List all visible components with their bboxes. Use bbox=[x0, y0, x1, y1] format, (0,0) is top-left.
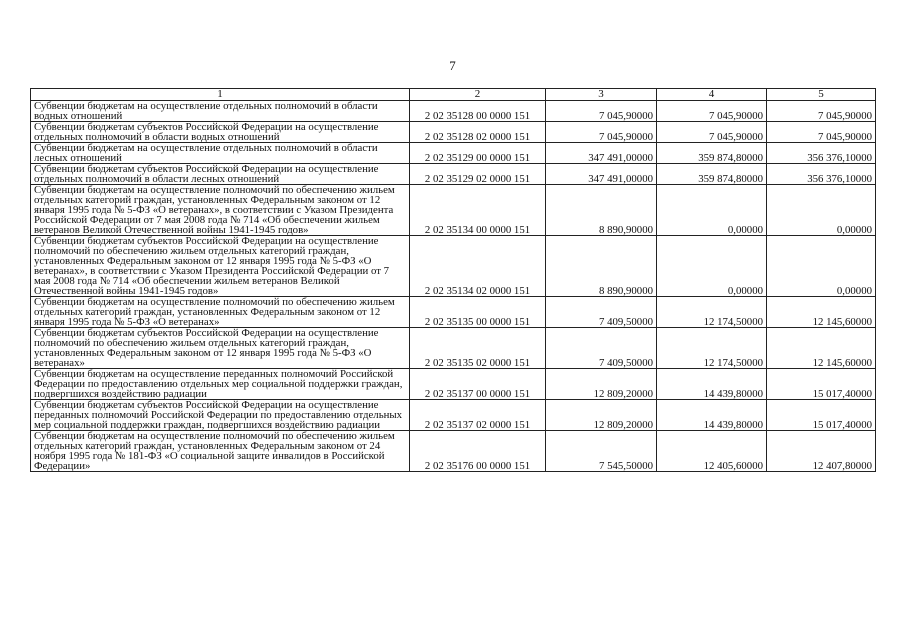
value-col4-cell: 359 874,80000 bbox=[657, 143, 767, 164]
code-cell: 2 02 35135 00 0000 151 bbox=[410, 297, 546, 328]
value-col3-cell: 7 409,50000 bbox=[546, 328, 657, 369]
table-row bbox=[31, 101, 876, 122]
table-row bbox=[31, 143, 876, 164]
value-col3-cell: 12 809,20000 bbox=[546, 400, 657, 431]
description-cell: Субвенции бюджетам на осуществление переданных полномочий Российской Федерации по предоставлению отдельных мер социальной поддержки граждан, подвергшихся воздействию радиации bbox=[31, 369, 410, 400]
value-col4-cell: 14 439,80000 bbox=[657, 400, 767, 431]
description-cell: Субвенции бюджетам субъектов Российской Федерации на осуществление полномочий по обеспечению жильем отдельных категорий граждан, установленных Федеральным законом от 12 января 1995 года № 5-ФЗ «О ветеранах», в соответствии с Указом Президента Российской Федерации от 7 мая 2008 года № 714 «Об обеспечении жильем ветеранов Великой Отечественной войны 1941-1945 годов» bbox=[31, 236, 410, 297]
description-cell: Субвенции бюджетам субъектов Российской Федерации на осуществление переданных полномочий Российской Федерации по предоставлению отдельных мер социальной поддержки граждан, подвергшихся воздействию радиации bbox=[31, 400, 410, 431]
description-cell: Субвенции бюджетам на осуществление отдельных полномочий в области лесных отношений bbox=[31, 143, 410, 164]
value-col3-cell: 8 890,90000 bbox=[546, 185, 657, 236]
value-col4-cell: 0,00000 bbox=[657, 185, 767, 236]
table-row bbox=[31, 236, 876, 297]
code-cell: 2 02 35128 00 0000 151 bbox=[410, 101, 546, 122]
code-cell: 2 02 35128 02 0000 151 bbox=[410, 122, 546, 143]
table-row bbox=[31, 328, 876, 369]
value-col5-cell: 15 017,40000 bbox=[767, 369, 876, 400]
table-body bbox=[31, 89, 876, 472]
code-cell: 2 02 35176 00 0000 151 bbox=[410, 431, 546, 472]
value-col3-cell: 347 491,00000 bbox=[546, 164, 657, 185]
header-cell-1: 1 bbox=[31, 89, 410, 101]
value-col5-cell: 7 045,90000 bbox=[767, 122, 876, 143]
code-cell: 2 02 35137 00 0000 151 bbox=[410, 369, 546, 400]
header-cell-5: 5 bbox=[767, 89, 876, 101]
table-row bbox=[31, 431, 876, 472]
value-col3-cell: 7 545,50000 bbox=[546, 431, 657, 472]
value-col4-cell: 7 045,90000 bbox=[657, 101, 767, 122]
value-col3-cell: 12 809,20000 bbox=[546, 369, 657, 400]
value-col5-cell: 7 045,90000 bbox=[767, 101, 876, 122]
value-col5-cell: 356 376,10000 bbox=[767, 143, 876, 164]
table-row bbox=[31, 297, 876, 328]
code-cell: 2 02 35129 02 0000 151 bbox=[410, 164, 546, 185]
description-cell: Субвенции бюджетам на осуществление полномочий по обеспечению жильем отдельных категорий граждан, установленных Федеральным законом от 12 января 1995 года № 5-ФЗ «О ветеранах», в соответствии с Указом Президента Российской Федерации от 7 мая 2008 года № 714 «Об обеспечении жильем ветеранов Великой Отечественной войны 1941-1945 годов» bbox=[31, 185, 410, 236]
code-cell: 2 02 35134 00 0000 151 bbox=[410, 185, 546, 236]
value-col3-cell: 7 045,90000 bbox=[546, 122, 657, 143]
table-row bbox=[31, 369, 876, 400]
value-col4-cell: 14 439,80000 bbox=[657, 369, 767, 400]
value-col3-cell: 7 409,50000 bbox=[546, 297, 657, 328]
code-cell: 2 02 35129 00 0000 151 bbox=[410, 143, 546, 164]
header-cell-4: 4 bbox=[657, 89, 767, 101]
table-row bbox=[31, 185, 876, 236]
value-col4-cell: 7 045,90000 bbox=[657, 122, 767, 143]
value-col4-cell: 0,00000 bbox=[657, 236, 767, 297]
value-col5-cell: 356 376,10000 bbox=[767, 164, 876, 185]
value-col4-cell: 12 174,50000 bbox=[657, 297, 767, 328]
value-col3-cell: 7 045,90000 bbox=[546, 101, 657, 122]
header-row bbox=[31, 89, 876, 101]
value-col4-cell: 359 874,80000 bbox=[657, 164, 767, 185]
budget-table bbox=[30, 88, 876, 472]
code-cell: 2 02 35135 02 0000 151 bbox=[410, 328, 546, 369]
description-cell: Субвенции бюджетам субъектов Российской Федерации на осуществление отдельных полномочий в области водных отношений bbox=[31, 122, 410, 143]
header-cell-3: 3 bbox=[546, 89, 657, 101]
value-col5-cell: 12 145,60000 bbox=[767, 328, 876, 369]
value-col3-cell: 8 890,90000 bbox=[546, 236, 657, 297]
value-col5-cell: 12 145,60000 bbox=[767, 297, 876, 328]
value-col4-cell: 12 405,60000 bbox=[657, 431, 767, 472]
page-number: 7 bbox=[449, 58, 456, 73]
code-cell: 2 02 35134 02 0000 151 bbox=[410, 236, 546, 297]
code-cell: 2 02 35137 02 0000 151 bbox=[410, 400, 546, 431]
description-cell: Субвенции бюджетам на осуществление полномочий по обеспечению жильем отдельных категорий граждан, установленных Федеральным законом от 12 января 1995 года № 5-ФЗ «О ветеранах» bbox=[31, 297, 410, 328]
value-col5-cell: 15 017,40000 bbox=[767, 400, 876, 431]
value-col4-cell: 12 174,50000 bbox=[657, 328, 767, 369]
header-cell-2: 2 bbox=[410, 89, 546, 101]
value-col5-cell: 0,00000 bbox=[767, 236, 876, 297]
table-row bbox=[31, 164, 876, 185]
description-cell: Субвенции бюджетам субъектов Российской Федерации на осуществление полномочий по обеспечению жильем отдельных категорий граждан, установленных Федеральным законом от 12 января 1995 года № 5-ФЗ «О ветеранах» bbox=[31, 328, 410, 369]
table-row bbox=[31, 122, 876, 143]
value-col5-cell: 0,00000 bbox=[767, 185, 876, 236]
value-col3-cell: 347 491,00000 bbox=[546, 143, 657, 164]
description-cell: Субвенции бюджетам субъектов Российской Федерации на осуществление отдельных полномочий в области лесных отношений bbox=[31, 164, 410, 185]
value-col5-cell: 12 407,80000 bbox=[767, 431, 876, 472]
description-cell: Субвенции бюджетам на осуществление отдельных полномочий в области водных отношений bbox=[31, 101, 410, 122]
description-cell: Субвенции бюджетам на осуществление полномочий по обеспечению жильем отдельных категорий граждан, установленных Федеральным законом от 24 ноября 1995 года № 181-ФЗ «О социальной защите инвалидов в Российской Федерации» bbox=[31, 431, 410, 472]
table-row bbox=[31, 400, 876, 431]
